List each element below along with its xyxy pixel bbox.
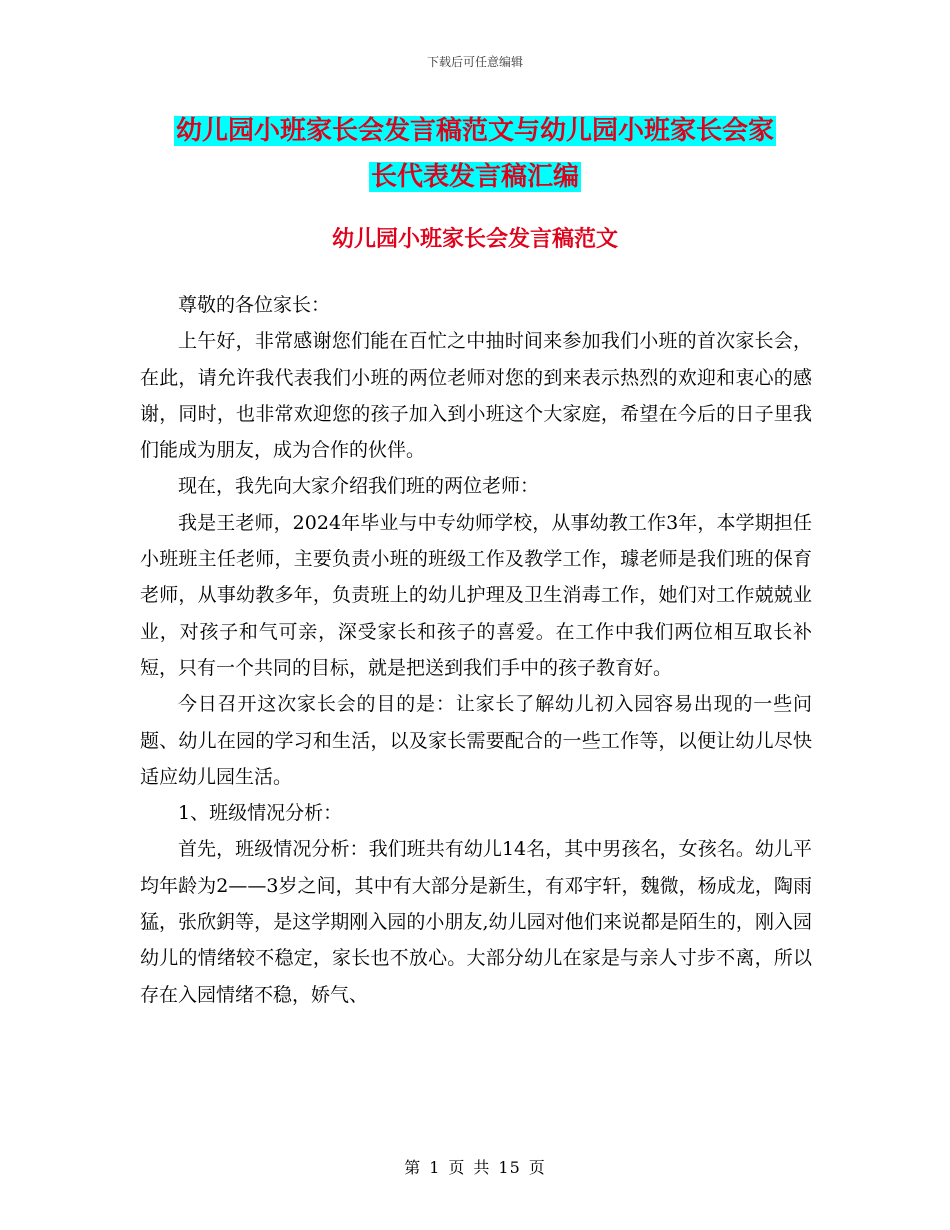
paragraph: 我是王老师，2024年毕业与中专幼师学校，从事幼教工作3年，本学期担任小班班主任老师，主要负责小班的班级工作及教学工作，璩老师是我们班的保育老师，从事幼教多年，负责班上的幼儿护理及卫生消毒工作，她们对工作兢兢业业，对孩子和气可亲，深受家长和孩子的喜爱。在工作中我们两位相互取长补短，只有一个共同的目标，就是把送到我们手中的孩子教育好。 bbox=[140, 511, 812, 679]
footer-page-unit: 页 bbox=[448, 1158, 466, 1177]
footer-page-label: 第 bbox=[404, 1158, 422, 1177]
header-note: 下载后可任意编辑 bbox=[426, 55, 523, 69]
paragraph: 现在，我先向大家介绍我们班的两位老师： bbox=[178, 475, 540, 498]
body-text bbox=[140, 287, 812, 1013]
footer-total-label: 共 bbox=[473, 1158, 491, 1177]
footer-page-number: 1 bbox=[429, 1158, 441, 1177]
document-title bbox=[140, 108, 810, 200]
paragraph: 今日召开这次家长会的目的是：让家长了解幼儿初入园容易出现的一些问题、幼儿在园的学习和生活，以及家长需要配合的一些工作等，以便让幼儿尽快适应幼儿园生活。 bbox=[140, 693, 812, 788]
paragraph-heading: 1、班级情况分析： bbox=[178, 802, 343, 825]
document-title-line-2: 长代表发言稿汇编 bbox=[370, 162, 579, 192]
section-title: 幼儿园小班家长会发言稿范文 bbox=[331, 227, 618, 252]
document-title-line-1: 幼儿园小班家长会发言稿范文与幼儿园小班家长会家 bbox=[175, 116, 774, 146]
footer-total-pages: 15 bbox=[498, 1158, 521, 1177]
paragraph-greeting: 尊敬的各位家长： bbox=[178, 294, 331, 316]
paragraph: 首先，班级情况分析：我们班共有幼儿14名，其中男孩名，女孩名。幼儿平均年龄为2——3岁之间，其中有大部分是新生，有邓宇轩，魏微，杨成龙，陶雨猛，张欣鈅等，是这学期刚入园的小朋友,幼儿园对他们来说都是陌生的，刚入园幼儿的情绪较不稳定，家长也不放心。大部分幼儿在家是与亲人寸步不离，所以存在入园情绪不稳，娇气、 bbox=[140, 838, 812, 1006]
page-footer bbox=[0, 1155, 950, 1178]
footer-total-unit: 页 bbox=[528, 1158, 546, 1177]
paragraph: 上午好，非常感谢您们能在百忙之中抽时间来参加我们小班的首次家长会，在此，请允许我代表我们小班的两位老师对您的到来表示热烈的欢迎和衷心的感谢，同时，也非常欢迎您的孩子加入到小班这个大家庭，希望在今后的日子里我们能成为朋友，成为合作的伙伴。 bbox=[140, 330, 812, 462]
